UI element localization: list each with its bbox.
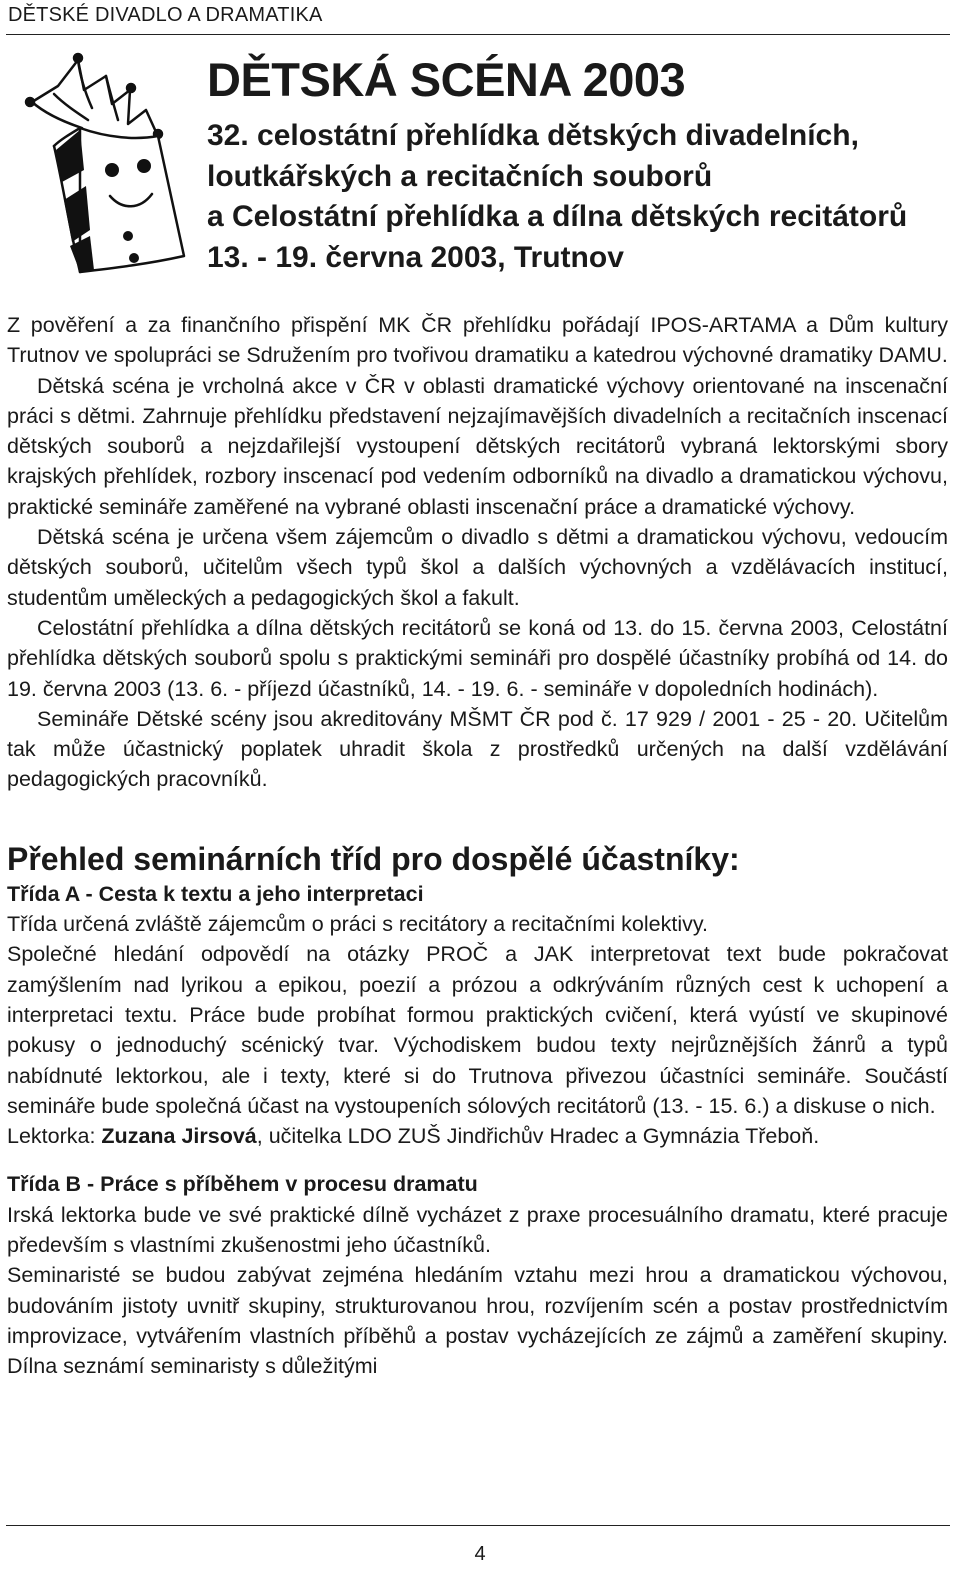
intro-paragraph: Semináře Dětské scény jsou akreditovány MŠMT ČR pod č. 17 929 / 2001 - 25 - 20. Učitelům tak může účastnický poplatek uhradit škola z prostředků určených na další vzdělávání pedagogických pracovníků. [7,706,948,792]
intro-paragraph: Dětská scéna je určena všem zájemcům o divadlo s dětmi a dramatickou výchovu, vedoucím dětských souborů, učitelům všech typů škol a dalších výchovných a vzdělávacích institucí, studentům uměleckých a pedagogických škol a fakult. [7,525,948,610]
section-header: DĚTSKÉ DIVADLO A DRAMATIKA [8,4,323,26]
seminars-heading: Přehled seminárních tříd pro dospělé účastníky: [7,840,740,877]
intro-paragraph: Z pověření a za finančního přispění MK ČR přehlídku pořádají IPOS-ARTAMA a Dům kultury Trutnov ve spolupráci se Sdružením pro tvořivou dramatiku a katedrou výchovné dramatiky DAMU. [7,313,948,368]
subtitle-line: a Celostátní přehlídka a dílna dětských recitátorů [207,200,908,233]
class-a-lecturer [7,1121,948,1151]
jester-logo-illustration [18,50,188,280]
class-b-title: Třída B - Práce s příběhem v procesu dramatu [7,1172,478,1197]
intro-paragraph: Celostátní přehlídka a dílna dětských recitátorů se koná od 13. do 15. června 2003, Celostátní přehlídka dětských souborů spolu s praktickými semináři pro dospělé účastníky probíhá od 14. do 19. června 2003 (13. 6. - příjezd účastníků, 14. - 19. 6. - semináře v dopoledních hodinách). [7,615,948,701]
page-title: DĚTSKÁ SCÉNA 2003 [207,53,686,106]
class-a-title: Třída A - Cesta k textu a jeho interpretaci [7,881,424,906]
article-body [7,310,948,1382]
class-a-body: Společné hledání odpovědí na otázky PROČ a JAK interpretovat text bude pokračovat zamýšlením nad lyrikou a epikou, poezií a prózou a odkrýváním různých cest k uchopení a interpretaci textu. Práce bude probíhat formou praktických cvičení, která vyústí ve skupinové pokusy o jednoduchý scénický tvar. Východiskem budou texty nejrůznějších žánrů a typů nabídnuté lektorkou, ale i texty, které si do Trutnova přivezou účastníci semináře. Součástí semináře bude společná účast na vystoupeních sólových recitátorů (13. - 15. 6.) a diskuse o nich. [7,942,948,1118]
subtitle-line: 32. celostátní přehlídka dětských divadelních, [207,119,859,152]
lecturer-name: Zuzana Jirsová [101,1124,257,1149]
header-divider [6,34,950,35]
subtitle-block [207,116,947,278]
intro-paragraph: Dětská scéna je vrcholná akce v ČR v oblasti dramatické výchovy orientované na inscenační práci s dětmi. Zahrnuje přehlídku představení nejzajímavějších divadelních a recitačních inscenací dětských souborů a nejzdařilejší vystoupení dětských recitátorů vybraná lektorskými sbory krajských přehlídek, rozbory inscenací pod vedením odborníků na divadlo a dramatickou výchovu, praktické semináře zaměřené na vybrané oblasti inscenační práce a dramatické výchovy. [7,373,948,519]
class-b-body: Seminaristé se budou zabývat zejména hledáním vztahu mezi hrou a dramatickou výchovou, budováním jistoty uvnitř skupiny, strukturovanou hrou, rozvíjením scén a postav prostřednictvím improvizace, vytvářením vlastních příběhů a postav vycházejících ze zájmů a zaměření skupiny. Dílna seznámí seminaristy s důležitými [7,1263,948,1379]
page-number: 4 [474,1543,486,1565]
lecturer-label: Lektorka: [7,1124,102,1149]
lecturer-info: , učitelka LDO ZUŠ Jindřichův Hradec a Gymnázia Třeboň. [256,1124,820,1149]
subtitle-line: 13. - 19. června 2003, Trutnov [207,240,624,274]
footer-divider [6,1525,950,1526]
subtitle-line: loutkářských a recitačních souborů [207,159,713,193]
class-b-lead: Irská lektorka bude ve své praktické dílně vycházet z praxe procesuálního dramatu, které pracuje především s vlastními zkušenostmi jeho účastníků. [7,1202,948,1258]
class-a-lead: Třída určená zvláště zájemcům o práci s recitátory a recitačními kolektivy. [7,912,708,937]
